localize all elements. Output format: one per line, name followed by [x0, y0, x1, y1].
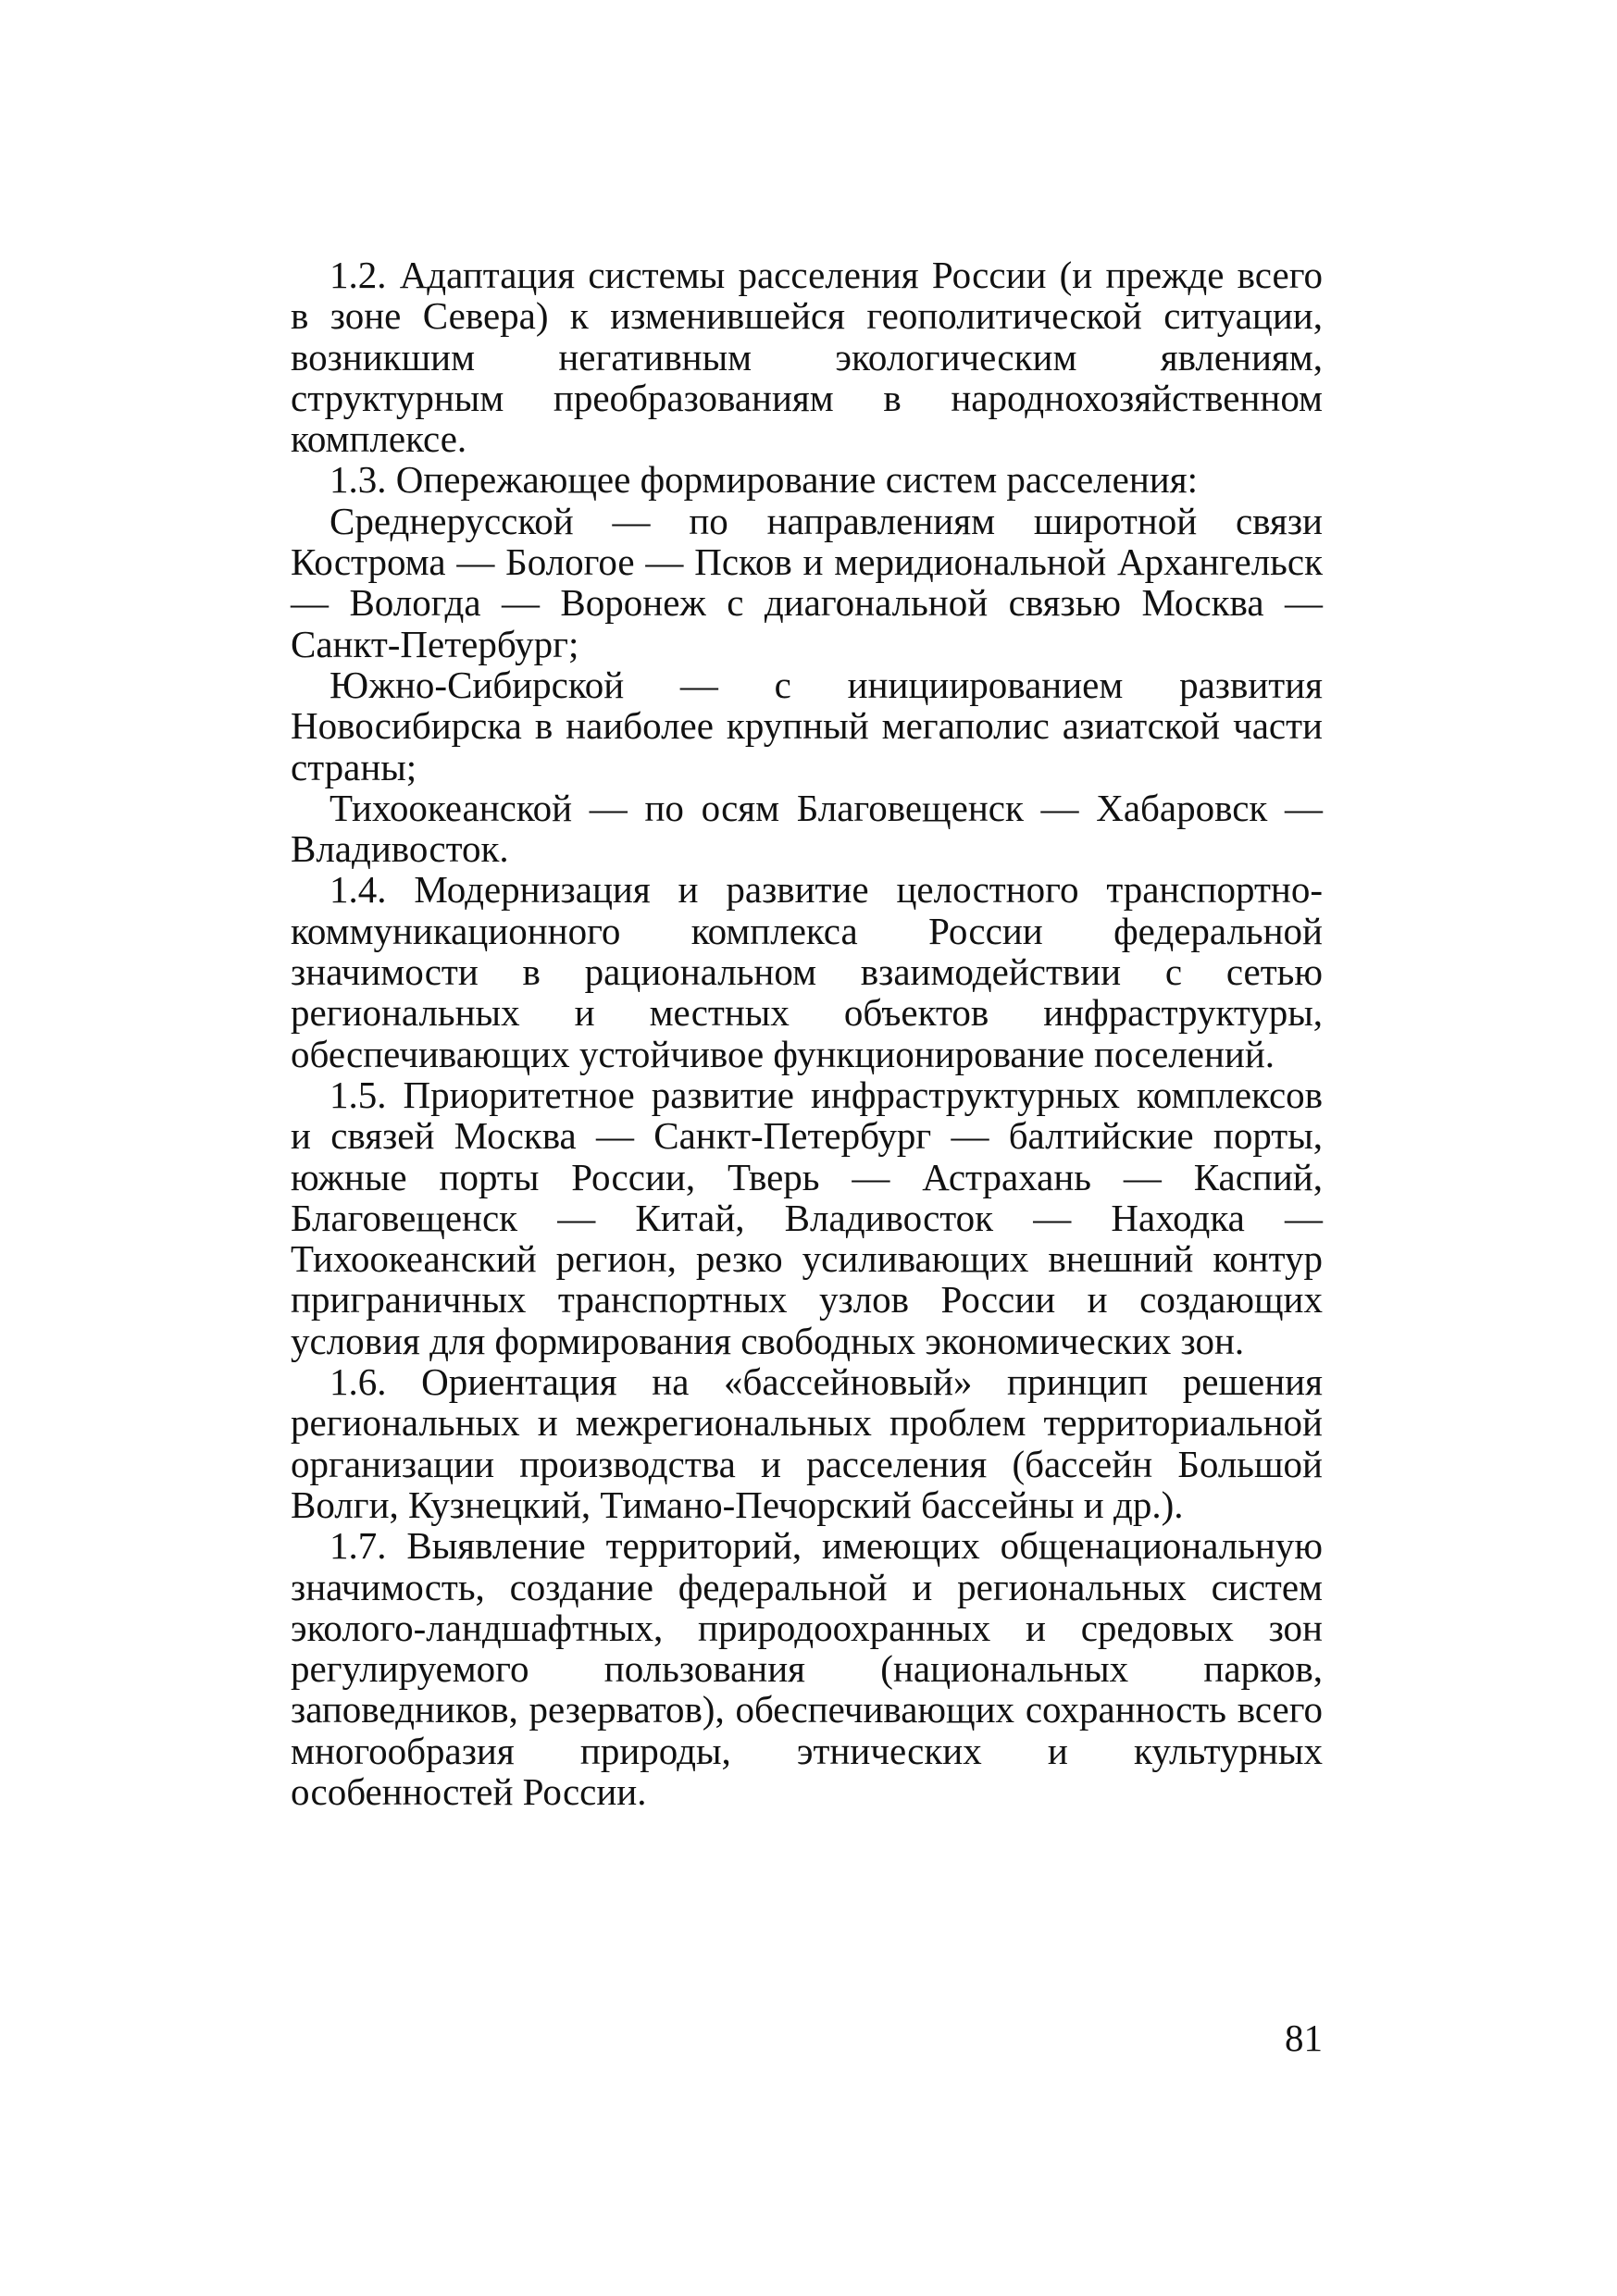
page-number: 81 [1285, 2017, 1323, 2059]
paragraph-south-siberian: Южно-Сибирской — с инициированием развития Новосибирска в наиболее крупный мегаполис азиатской части страны; [291, 663, 1323, 788]
paragraph-pacific: Тихоокеанской — по осям Благовещенск — Хабаровск — Владивосток. [291, 786, 1323, 871]
paragraph-1-6: 1.6. Ориентация на «бассейновый» принцип решения региональных и межрегиональных проблем территориальной организации производства и расселения (бассейн Большой Волги, Кузнецкий, Тимано-Печорский бассейны и др.). [291, 1360, 1323, 1526]
paragraph-1-5: 1.5. Приоритетное развитие инфраструктурных комплексов и связей Москва — Санкт-Петербург — балтийские порты, южные порты России, Тверь — Астрахань — Каспий, Благовещенск — Китай, Владивосток — Находка — Тихоокеанский регион, резко усиливающих внешний контур приграничных транспортных узлов России и создающих условия для формирования свободных экономических зон. [291, 1073, 1323, 1362]
paragraph-1-4: 1.4. Модернизация и развитие целостного транспортно-коммуникационного комплекса России федеральной значимости в рациональном взаимодействии с сетью региональных и местных объектов инфраструктуры, обеспечивающих устойчивое функционирование поселений. [291, 868, 1323, 1075]
paragraph-central-russian: Среднерусской — по направлениям широтной связи Кострома — Бологое — Псков и меридиональной Архангельск — Вологда — Воронеж с диагональной связью Москва — Санкт-Петербург; [291, 499, 1323, 665]
body-text [291, 254, 1323, 1812]
paragraph-1-7: 1.7. Выявление территорий, имеющих общенациональную значимость, создание федеральной и региональных систем эколого-ландшафтных, природоохранных и средовых зон регулируемого пользования (национальных парков, заповедников, резерватов), обеспечивающих сохранность всего многообразия природы, этнических и культурных особенностей России. [291, 1524, 1323, 1813]
paragraph-1-3: 1.3. Опережающее формирование систем расселения: [330, 458, 1198, 502]
paragraph-1-2: 1.2. Адаптация системы расселения России (и прежде всего в зоне Севера) к изменившейся геополитической ситуации, возникшим негативным экологическим явлениям, структурным преобразованиям в народнохозяйственном комплексе. [291, 254, 1323, 461]
